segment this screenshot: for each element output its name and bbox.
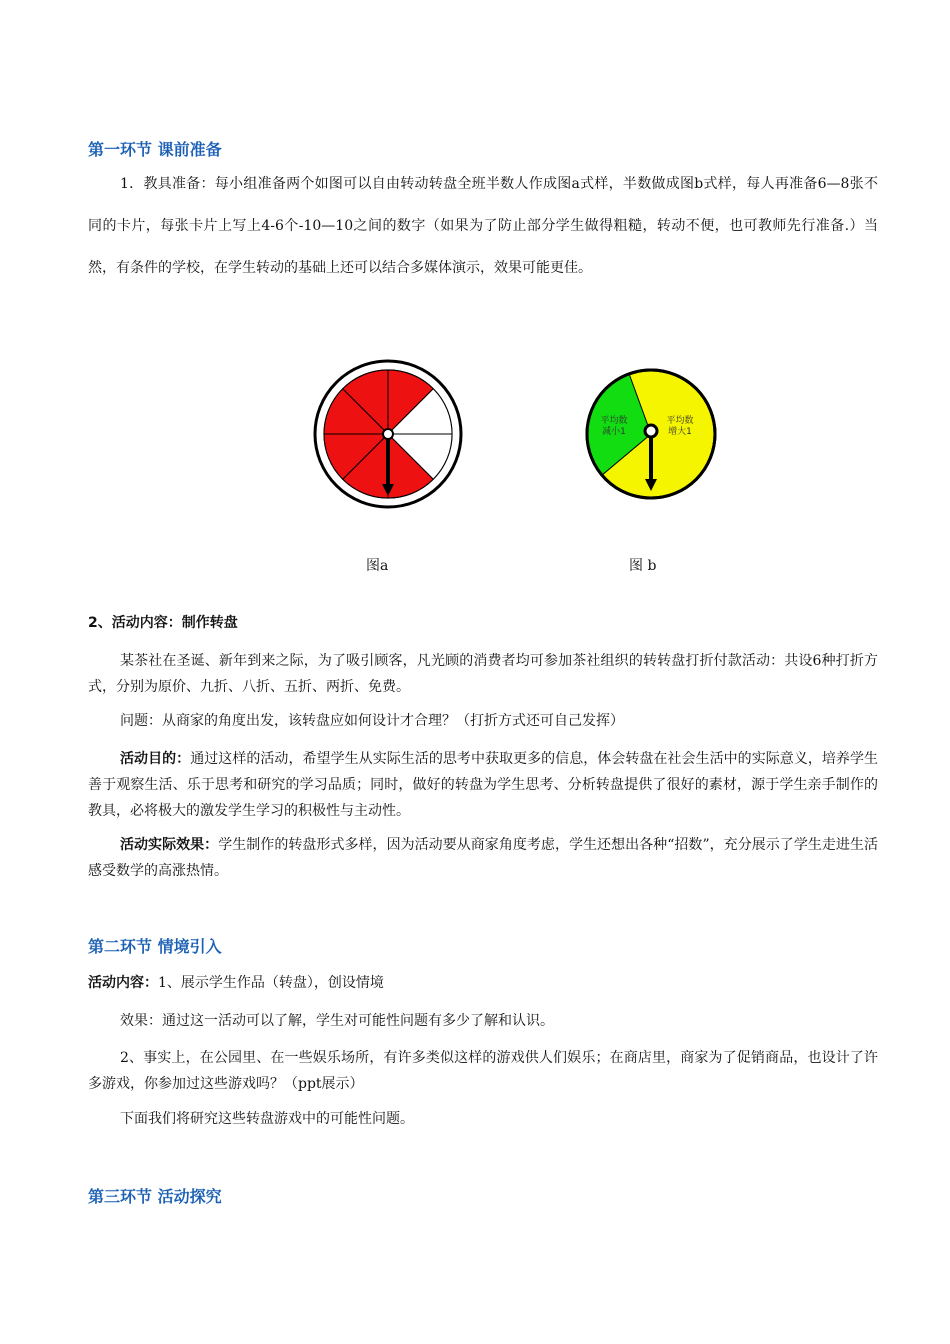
spinner-a-pivot bbox=[383, 429, 393, 439]
section1-title: 第一环节 课前准备 bbox=[88, 140, 222, 159]
figure-b-caption: 图 b bbox=[629, 558, 657, 574]
section1-para3: 问题：从商家的角度出发，该转盘应如何设计才合理？（打折方式还可自己发挥） bbox=[120, 713, 624, 729]
section1-para2: 某茶社在圣诞、新年到来之际，为了吸引顾客，凡光顾的消费者均可参加茶社组织的转转盘打折付款活动：共设6种打折方式，分别为原价、九折、八折、五折、两折、免费。 bbox=[88, 653, 878, 695]
figure-a-caption: 图a bbox=[366, 558, 389, 574]
section1-para1: 1．教具准备：每小组准备两个如图可以自由转动转盘全班半数人作成图a式样，半数做成图b式样，每人再准备6—8张不同的卡片，每张卡片上写上4-6个-10—10之间的数字（如果为了防止部分学生做得粗糙，转动不便，也可教师先行准备.）当然，有条件的学校，在学生转动的基础上还可以结合多媒体演示，效果可能更佳。 bbox=[88, 176, 878, 276]
content-label: 活动内容： bbox=[88, 975, 158, 991]
purpose-label: 活动目的： bbox=[120, 751, 191, 767]
spinner-b-pivot bbox=[645, 425, 657, 437]
spinner-figure-a bbox=[312, 358, 464, 510]
activity-purpose bbox=[88, 746, 878, 824]
activity-heading: 2、活动内容：制作转盘 bbox=[88, 615, 238, 631]
effect-label: 活动实际效果： bbox=[120, 837, 219, 853]
section2-para3: 下面我们将研究这些转盘游戏中的可能性问题。 bbox=[120, 1111, 414, 1127]
content-text: 1、展示学生作品（转盘），创设情境 bbox=[158, 975, 384, 991]
spinner-b-left-label: 平均数减小1 bbox=[600, 416, 628, 437]
section2-para2: 2、事实上，在公园里、在一些娱乐场所，有许多类似这样的游戏供人们娱乐；在商店里，商家为了促销商品，也设计了许多游戏，你参加过这些游戏吗？（ppt展示） bbox=[88, 1050, 878, 1092]
spinner-b-right-label: 平均数增大1 bbox=[666, 416, 694, 437]
spinner-figure-b bbox=[584, 367, 718, 501]
activity-effect bbox=[88, 832, 878, 884]
section3-title: 第三环节 活动探究 bbox=[88, 1187, 222, 1206]
section2-effect: 效果：通过这一活动可以了解，学生对可能性问题有多少了解和认识。 bbox=[120, 1013, 554, 1029]
section2-content bbox=[88, 970, 878, 996]
purpose-text: 通过这样的活动，希望学生从实际生活的思考中获取更多的信息，体会转盘在社会生活中的实际意义，培养学生善于观察生活、乐于思考和研究的学习品质；同时，做好的转盘为学生思考、分析转盘提供了很好的素材，源于学生亲手制作的教具，必将极大的激发学生学习的积极性与主动性。 bbox=[88, 751, 879, 819]
effect-text: 学生制作的转盘形式多样，因为活动要从商家角度考虑，学生还想出各种“招数”，充分展示了学生走进生活感受数学的高涨热情。 bbox=[88, 837, 878, 879]
section2-title: 第二环节 情境引入 bbox=[88, 937, 222, 956]
